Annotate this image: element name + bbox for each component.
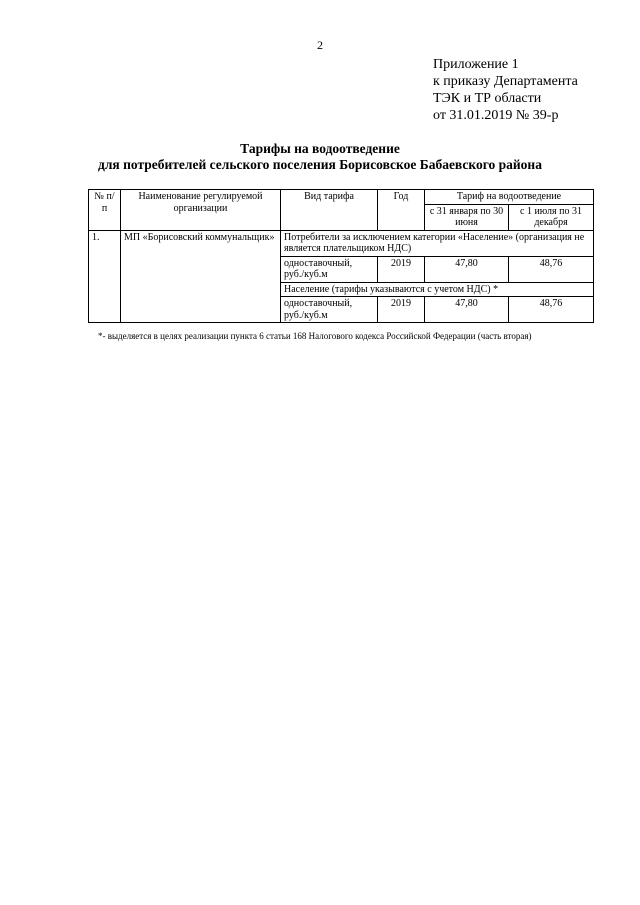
cell-group-2-label: Население (тарифы указываются с учетом НДС) * [281,282,594,297]
cell-num: 1. [89,230,121,323]
cell-group-1-year: 2019 [378,256,425,282]
footnote: *- выделяется в целях реализации пункта 6 статьи 168 Налогового кодекса Российской Федерации (часть вторая) [98,331,532,341]
cell-group-2-type: одноставочный, руб./куб.м [281,297,378,323]
header-year: Год [378,190,425,231]
cell-org: МП «Борисовский коммунальщик» [121,230,281,323]
appendix-line-4: от 31.01.2019 № 39-р [433,108,559,123]
cell-group-2-year: 2019 [378,297,425,323]
table-header-row [89,190,594,205]
cell-group-2-period-2: 48,76 [509,297,594,323]
appendix-block [433,56,578,124]
appendix-line-2: к приказу Департамента [433,74,578,89]
title-line-2: для потребителей сельского поселения Борисовское Бабаевского района [98,157,542,172]
appendix-line-3: ТЭК и ТР области [433,91,542,106]
document-title [0,141,640,173]
header-period-1: с 31 января по 30 июня [425,204,509,230]
header-type: Вид тарифа [281,190,378,231]
table-row [89,230,594,256]
cell-group-1-label: Потребители за исключением категории «Население» (организация не является плательщиком НДС) [281,230,594,256]
cell-group-1-type: одноставочный, руб./куб.м [281,256,378,282]
title-line-1: Тарифы на водоотведение [240,141,400,156]
appendix-line-1: Приложение 1 [433,57,519,72]
cell-group-1-period-2: 48,76 [509,256,594,282]
page-number: 2 [317,38,323,52]
header-org: Наименование регулируемой организации [121,190,281,231]
cell-group-2-period-1: 47,80 [425,297,509,323]
tariffs-table [88,189,594,323]
header-period-2: с 1 июля по 31 декабря [509,204,594,230]
header-tariff: Тариф на водоотведение [425,190,594,205]
header-num: № п/п [89,190,121,231]
cell-group-1-period-1: 47,80 [425,256,509,282]
